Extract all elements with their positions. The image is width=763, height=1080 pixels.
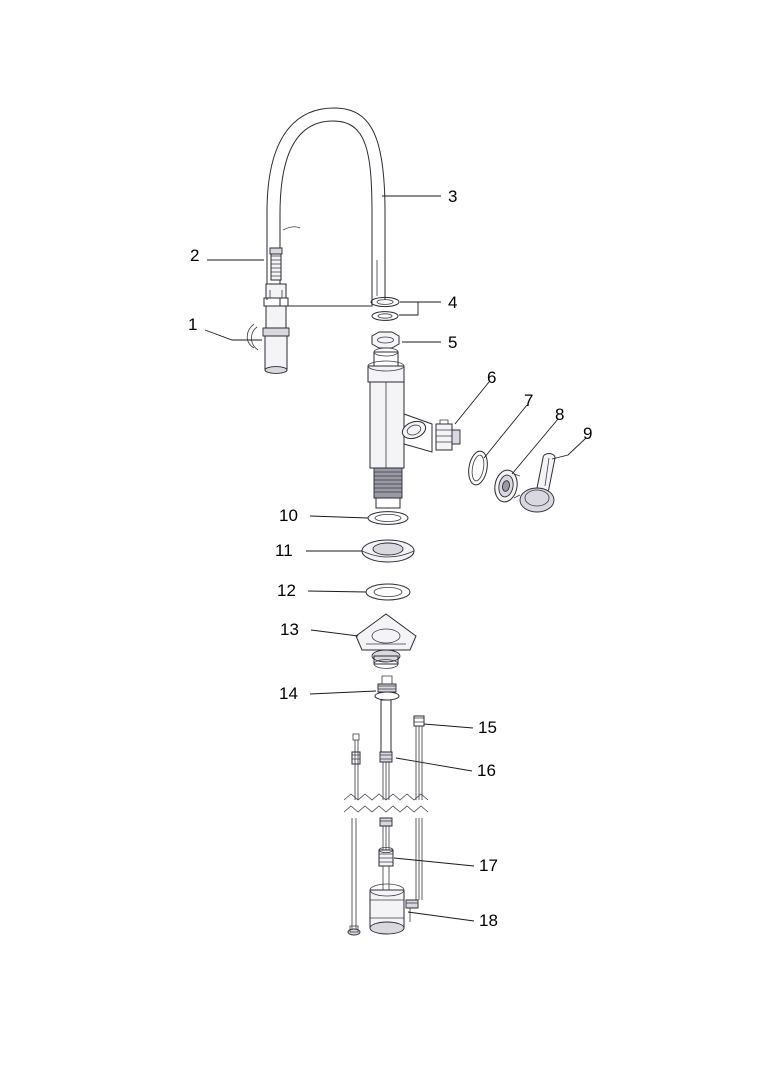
- callout-label-8: 8: [555, 405, 565, 424]
- part-14-mounting-nut: [375, 676, 399, 700]
- callout-label-9: 9: [583, 424, 593, 443]
- part-8-cap: [492, 468, 520, 503]
- part-4-washers: [371, 297, 399, 320]
- part-15-supply-hose: [414, 716, 424, 800]
- part-2-hose-fitting: [270, 248, 282, 280]
- part-1-spray-head: [247, 284, 289, 373]
- callout-label-17: 17: [479, 856, 498, 875]
- part-18-quick-connect: [348, 884, 418, 935]
- part-valve-body: [368, 348, 432, 508]
- callout-label-11: 11: [275, 541, 293, 560]
- part-11-base-gasket: [362, 540, 414, 562]
- part-9-handle: [520, 454, 555, 513]
- callout-label-15: 15: [478, 718, 497, 737]
- part-16-supply-tube: [352, 700, 392, 800]
- callout-label-12: 12: [277, 581, 296, 600]
- callout-label-14: 14: [279, 684, 298, 703]
- part-5-nut: [372, 332, 399, 348]
- callout-label-7: 7: [524, 391, 534, 410]
- part-3-spout: [267, 108, 385, 306]
- part-13-mounting-bracket: [356, 614, 416, 668]
- callout-label-18: 18: [479, 911, 498, 930]
- callout-label-6: 6: [487, 368, 497, 387]
- part-10-o-ring: [368, 512, 408, 525]
- callout-label-4: 4: [448, 293, 458, 312]
- callout-label-10: 10: [279, 506, 298, 525]
- callout-label-3: 3: [448, 187, 458, 206]
- callout-label-16: 16: [477, 761, 496, 780]
- callout-label-5: 5: [448, 333, 458, 352]
- callout-label-1: 1: [188, 315, 198, 334]
- callout-label-2: 2: [190, 246, 200, 265]
- callout-label-13: 13: [280, 620, 299, 639]
- part-12-washer: [366, 584, 410, 600]
- part-6-cartridge: [436, 420, 460, 450]
